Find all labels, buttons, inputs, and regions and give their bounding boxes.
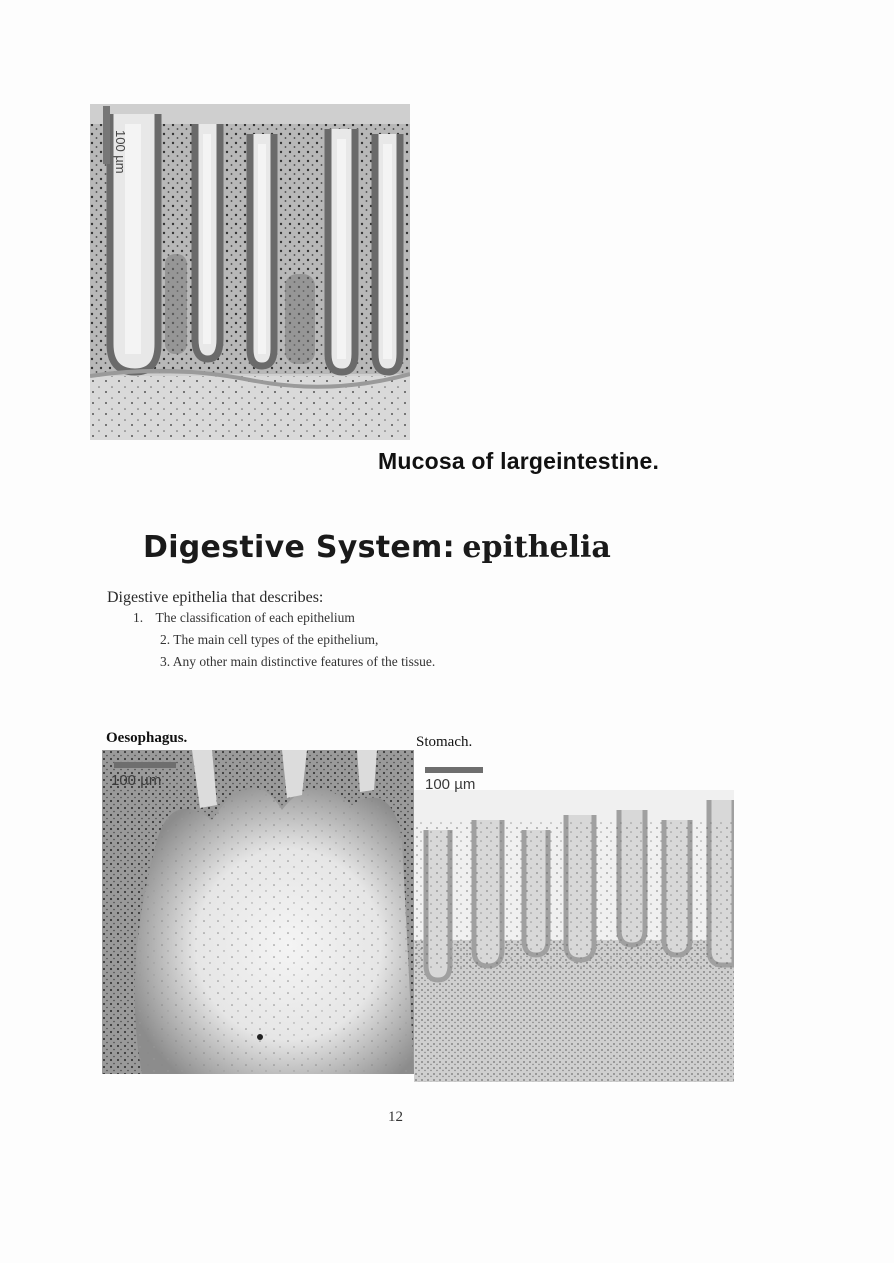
list-item-number: 3. xyxy=(160,654,171,669)
oesophagus-scale-label: 100 µm xyxy=(111,772,162,789)
section-heading xyxy=(143,530,611,565)
list-item xyxy=(160,632,378,648)
micrograph-stomach xyxy=(414,790,734,1082)
section-heading-part2: epithelia xyxy=(462,530,611,565)
micrograph-large-intestine xyxy=(90,104,410,440)
list-item xyxy=(133,610,355,626)
figure-caption-large-intestine: Mucosa of largeintestine. xyxy=(378,448,660,474)
oesophagus-tissue-image xyxy=(102,750,414,1074)
page-number: 12 xyxy=(388,1109,403,1125)
stomach-label: Stomach. xyxy=(416,734,473,750)
micrograph-oesophagus xyxy=(102,750,414,1074)
top-scale-bar xyxy=(103,106,110,164)
section-intro: Digestive epithelia that describes: xyxy=(107,589,324,606)
oesophagus-label: Oesophagus. xyxy=(106,730,188,746)
list-item-text: The classification of each epithelium xyxy=(155,610,355,625)
list-item-number: 1. xyxy=(133,610,144,625)
stomach-tissue-image xyxy=(414,790,734,1082)
oesophagus-scale-bar xyxy=(114,762,176,768)
large-intestine-tissue-image xyxy=(90,104,410,440)
section-heading-part1: Digestive System: xyxy=(143,530,455,565)
list-item-text: Any other main distinctive features of the tissue. xyxy=(172,654,436,669)
list-item xyxy=(160,654,435,670)
list-item-number: 2. xyxy=(160,632,171,647)
list-item-text: The main cell types of the epithelium, xyxy=(173,632,379,647)
stomach-scale-label: 100 µm xyxy=(425,776,476,793)
stomach-scale-bar xyxy=(425,767,483,773)
top-scale-label: 100 µm xyxy=(113,130,128,174)
